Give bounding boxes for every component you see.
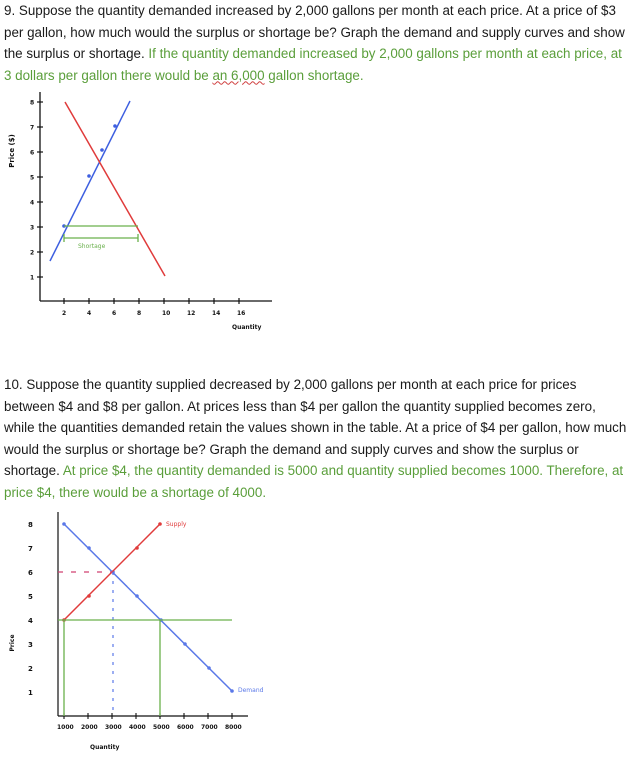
graph-2-xtick-label: 3000 — [105, 724, 122, 731]
question-10-text: 10. Suppose the quantity supplied decreased by 2,000 gallons per month at each price for prices between $4 and $8 per gallon. At prices less than $4 per gallon the quantity supplied becomes zero, while the quantities demanded retain the values shown in the table. At a price of $4 per gallon, how much would the surplus or shortage be? Graph the demand and supply curves and show the surplus or shortage. — [4, 377, 627, 478]
graph-1-ytick-label: 7 — [30, 124, 35, 132]
graph-1-supply-point — [100, 148, 104, 152]
question-9 — [4, 0, 628, 86]
graph-1-xtick-label: 14 — [212, 310, 221, 317]
graph-2-ytick-label: 8 — [28, 521, 33, 529]
graph-2-xtick-label: 6000 — [177, 724, 194, 731]
graph-1-ytick-label: 2 — [30, 249, 35, 257]
graph-2-shortage — [58, 620, 232, 716]
graph-2-xtick-label: 4000 — [129, 724, 146, 731]
graph-2-ytick-label: 7 — [28, 545, 33, 553]
graph-1-xtick-label: 8 — [137, 310, 142, 317]
graph-2-supply-point — [87, 594, 91, 598]
answer-10: At price $4, the quantity demanded is 5000 and quantity supplied becomes 1000. Therefore, at price $4, there would be a shortage of 4000. — [4, 463, 624, 500]
graph-1-y-label: Price ($) — [8, 134, 16, 168]
graph-2-xtick-label: 8000 — [225, 724, 242, 731]
graph-1-ytick-label: 4 — [30, 199, 35, 207]
graph-2-xtick-label: 5000 — [153, 724, 170, 731]
graph-2-demand-point — [207, 666, 211, 670]
graph-1-shortage-label: Shortage — [78, 243, 106, 250]
graph-1-supply-line — [50, 101, 130, 261]
answer-9: If the quantity demanded increased by 2,000 gallons per month at each price, at 3 dollars per gallon there would be an 6,000 gallon shortage. — [4, 46, 622, 83]
graph-2-y-label: Price — [9, 634, 16, 652]
graph-2 — [0, 508, 300, 768]
graph-2-xtick-label: 2000 — [81, 724, 98, 731]
graph-2-supply-point — [158, 522, 162, 526]
graph-1-shortage — [64, 226, 138, 242]
graph-1-supply-point — [113, 124, 117, 128]
graph-2-demand-point — [87, 546, 91, 550]
graph-2-supply-point — [135, 546, 139, 550]
question-9-text: 9. Suppose the quantity demanded increased by 2,000 gallons per month at each price. At a price of $3 per gallon, how much would the surplus or shortage be? Graph the demand and supply curves and show the surplus or shortage. — [4, 3, 625, 61]
graph-2-ytick-label: 3 — [28, 641, 33, 649]
graph-2-ytick-label: 6 — [28, 569, 33, 577]
graph-1-yticks — [30, 100, 43, 282]
graph-1-xtick-label: 16 — [237, 310, 246, 317]
graph-1-xtick-label: 10 — [162, 310, 171, 317]
graph-1 — [0, 86, 300, 346]
graph-1-xtick-label: 12 — [187, 310, 196, 317]
graph-1-ytick-label: 1 — [30, 274, 35, 282]
graph-2-demand-point — [183, 642, 187, 646]
graph-1-xtick-label: 6 — [112, 310, 117, 317]
graph-1-ytick-label: 8 — [30, 99, 35, 107]
graph-2-ytick-label: 4 — [28, 617, 33, 625]
graph-2-supply-label: Supply — [166, 521, 187, 528]
answer-9-underlined: an 6,000 — [212, 67, 265, 83]
graph-2-demand-point — [62, 522, 66, 526]
graph-1-xtick-label: 2 — [62, 310, 67, 317]
graph-2-ytick-label: 2 — [28, 665, 33, 673]
graph-2-ytick-label: 1 — [28, 689, 33, 697]
graph-1-ytick-label: 6 — [30, 149, 35, 157]
graph-1-xtick-label: 4 — [87, 310, 92, 317]
graph-1-ytick-label: 3 — [30, 224, 35, 232]
graph-2-demand-point — [135, 594, 139, 598]
graph-2-ytick-label: 5 — [28, 593, 33, 601]
graph-1-x-label: Quantity — [232, 324, 262, 331]
graph-2-yticks — [28, 521, 33, 697]
graph-2-xtick-label: 7000 — [201, 724, 218, 731]
graph-1-supply-point — [87, 174, 91, 178]
question-10 — [4, 374, 628, 503]
graph-2-x-label: Quantity — [90, 744, 120, 751]
graph-1-ytick-label: 5 — [30, 174, 35, 182]
graph-2-demand-label: Demand — [238, 687, 264, 694]
graph-2-demand-point — [230, 689, 234, 693]
graph-2-xtick-label: 1000 — [57, 724, 74, 731]
